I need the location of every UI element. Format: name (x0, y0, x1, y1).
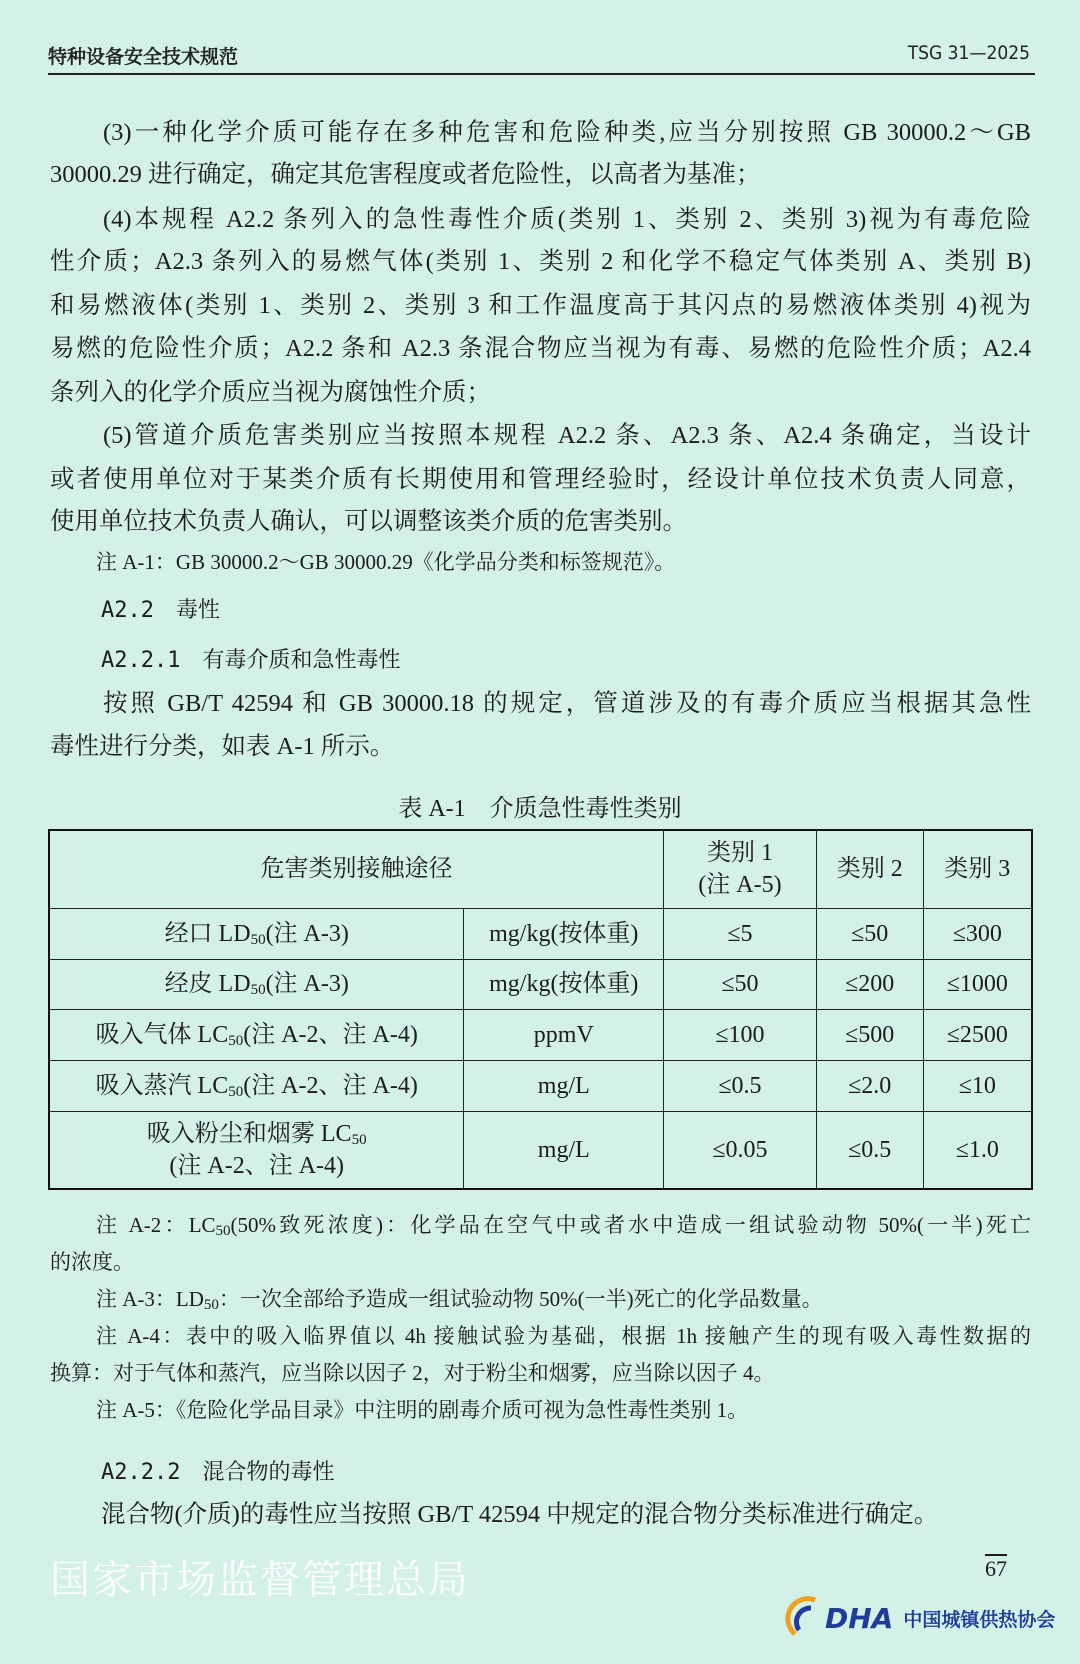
note-a2 (96, 1210, 1031, 1240)
route-cell (49, 908, 464, 959)
text-line: 按照 GB/T 42594 和 GB 30000.18 的规定，管道涉及的有毒介质应当根据其急性 (103, 690, 1031, 717)
route-cell (49, 1009, 464, 1060)
header-cat2: 类别 2 (816, 830, 923, 908)
table-row (49, 1009, 1032, 1060)
route-text: 吸入粉尘和烟雾 LC (146, 1120, 352, 1147)
route-text: 吸入气体 LC (95, 1021, 229, 1048)
table-row (49, 908, 1032, 959)
table-row (49, 1060, 1032, 1111)
section-heading-a221: A2.2.1 有毒介质和急性毒性 (101, 648, 401, 673)
cat2-cell: ≤2.0 (816, 1060, 923, 1111)
route-cell (49, 959, 464, 1009)
note-a3-text: ：一次全部给予造成一组试验动物 50%(一半)死亡的化学品数量。 (218, 1287, 823, 1311)
table-header-row (49, 830, 1032, 908)
route-note: (注 A-2、注 A-4) (169, 1152, 345, 1179)
text-line: (3)一种化学介质可能存在多种危害和危险种类,应当分别按照 GB 30000.2～GB (103, 119, 1031, 146)
route-cell (49, 1111, 464, 1189)
unit-cell: mg/L (464, 1060, 664, 1111)
header-rule (48, 73, 1035, 75)
header-cat1-note: (注 A-5) (698, 872, 782, 899)
header-cat1-label: 类别 1 (706, 840, 773, 867)
logo-arc-icon (785, 1594, 825, 1642)
route-note: (注 A-3) (265, 920, 349, 947)
text-line: 30000.29 进行确定，确定其危害程度或者危险性，以高者为基准； (50, 161, 761, 188)
note-a3 (96, 1284, 1077, 1314)
note-a2-text: (50%致死浓度)：化学品在空气中或者水中造成一组试验动物 50%(一半)死亡 (230, 1213, 1031, 1237)
cat1-cell: ≤0.5 (664, 1060, 817, 1111)
cat2-cell: ≤0.5 (816, 1111, 923, 1189)
note-a4-cont: 换算：对于气体和蒸汽，应当除以因子 2，对于粉尘和烟雾，应当除以因子 4。 (50, 1361, 775, 1385)
route-text: 经皮 LD (164, 971, 251, 997)
route-cell (49, 1060, 464, 1111)
watermark: 国家市场监督管理总局 (50, 1557, 470, 1603)
subscript: 50 (203, 1297, 219, 1313)
header-code: TSG 31—2025 (907, 42, 1030, 64)
route-note: (注 A-3) (265, 971, 349, 997)
cat2-cell: ≤200 (816, 959, 923, 1009)
header-title: 特种设备安全技术规范 (48, 46, 239, 68)
route-note: (注 A-2、注 A-4) (243, 1072, 418, 1099)
toxicity-table (48, 829, 1033, 1190)
note-a4: 注 A-4：表中的吸入临界值以 4h 接触试验为基础，根据 1h 接触产生的现有吸入毒性数据的 (96, 1324, 1031, 1348)
route-text: 经口 LD (164, 920, 251, 947)
unit-cell: mg/L (464, 1111, 664, 1189)
text-line: 或者使用单位对于某类介质有长期使用和管理经验时，经设计单位技术负责人同意， (50, 466, 1031, 493)
logo-name: 中国城镇供热协会 (903, 1608, 1056, 1631)
note-a5: 注 A-5：《危险化学品目录》中注明的剧毒介质可视为急性毒性类别 1。 (96, 1398, 749, 1422)
note-a2-text: 注 A-2：LC (96, 1213, 216, 1237)
table-row (49, 959, 1032, 1009)
cat1-cell: ≤100 (664, 1009, 817, 1060)
header-route: 危害类别接触途径 (49, 830, 664, 908)
text-line: 易燃的危险性介质；A2.2 条和 A2.3 条混合物应当视为有毒、易燃的危险性介质；A2.4 (50, 335, 1031, 362)
cat1-cell: ≤0.05 (664, 1111, 817, 1189)
text-line: 混合物(介质)的毒性应当按照 GB/T 42594 中规定的混合物分类标准进行确定。 (101, 1501, 939, 1528)
header-cat3: 类别 3 (923, 830, 1032, 908)
unit-cell: mg/kg(按体重) (464, 959, 664, 1009)
subscript: 50 (250, 931, 266, 948)
note-a1: 注 A-1：GB 30000.2～GB 30000.29《化学品分类和标签规范》。 (96, 550, 676, 574)
section-heading-a222: A2.2.2 混合物的毒性 (101, 1460, 335, 1485)
text-line: (5)管道介质危害类别应当按照本规程 A2.2 条、A2.3 条、A2.4 条确定，当设计 (103, 422, 1031, 449)
note-a2-cont: 的浓度。 (50, 1250, 134, 1274)
cat3-cell: ≤300 (923, 908, 1032, 959)
text-line: 和易燃液体(类别 1、类别 2、类别 3 和工作温度高于其闪点的易燃液体类别 4)视为 (50, 292, 1031, 319)
text-line: 条列入的化学介质应当视为腐蚀性介质； (50, 379, 491, 406)
subscript: 50 (228, 1032, 244, 1049)
subscript: 50 (351, 1131, 367, 1148)
cat3-cell: ≤2500 (923, 1009, 1032, 1060)
route-text: 吸入蒸汽 LC (95, 1072, 229, 1099)
unit-cell: mg/kg(按体重) (464, 908, 664, 959)
subscript: 50 (215, 1223, 231, 1239)
text-line: 性介质；A2.3 条列入的易燃气体(类别 1、类别 2 和化学不稳定气体类别 A、类别 B) (50, 248, 1031, 275)
text-line: (4)本规程 A2.2 条列入的急性毒性介质(类别 1、类别 2、类别 3)视为有毒危险 (103, 206, 1031, 233)
header-cat1 (664, 830, 817, 908)
subscript: 50 (250, 982, 266, 998)
cat3-cell: ≤1.0 (923, 1111, 1032, 1189)
section-heading-a22: A2.2 毒性 (101, 598, 220, 623)
cdha-logo (785, 1594, 1055, 1642)
route-note: (注 A-2、注 A-4) (243, 1021, 418, 1048)
cat1-cell: ≤5 (664, 908, 817, 959)
note-a3-text: 注 A-3：LD (96, 1287, 204, 1311)
text-line: 使用单位技术负责人确认，可以调整该类介质的危害类别。 (50, 508, 687, 535)
subscript: 50 (228, 1083, 244, 1100)
cat2-cell: ≤500 (816, 1009, 923, 1060)
cat1-cell: ≤50 (664, 959, 817, 1009)
table-row (49, 1111, 1032, 1189)
page-number: 67 (985, 1556, 1007, 1581)
note-a2-line (96, 1210, 1031, 1240)
cat3-cell: ≤10 (923, 1060, 1032, 1111)
table-caption: 表 A-1 介质急性毒性类别 (398, 796, 682, 822)
cat3-cell: ≤1000 (923, 959, 1032, 1009)
logo-abbr: DHA (825, 1601, 894, 1635)
unit-cell: ppmV (464, 1009, 664, 1060)
cat2-cell: ≤50 (816, 908, 923, 959)
text-line: 毒性进行分类，如表 A-1 所示。 (50, 733, 395, 760)
